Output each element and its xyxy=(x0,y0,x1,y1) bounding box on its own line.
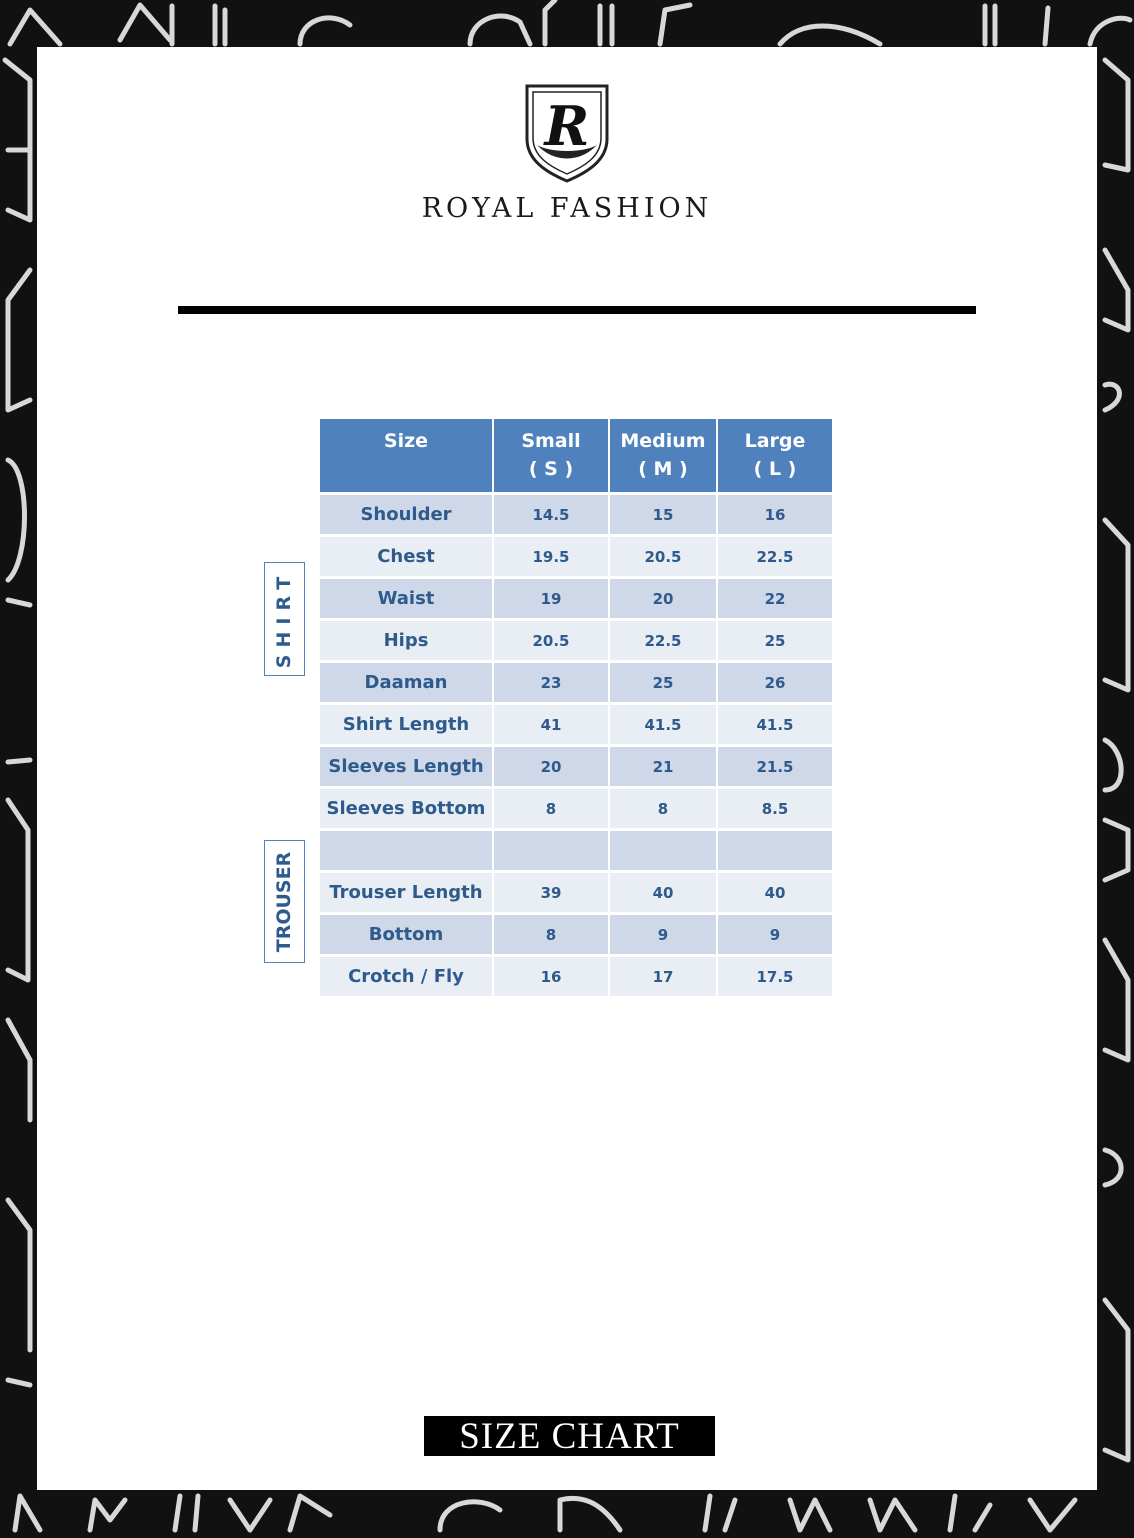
value-medium: 25 xyxy=(610,663,716,702)
value-medium xyxy=(610,831,716,870)
value-medium: 21 xyxy=(610,747,716,786)
value-large: 40 xyxy=(718,873,832,912)
row-label xyxy=(320,831,492,870)
row-label: Shirt Length xyxy=(320,705,492,744)
header-large: Large ( L ) xyxy=(718,419,832,492)
table-row xyxy=(320,537,832,576)
value-small: 8 xyxy=(494,915,608,954)
row-label: Hips xyxy=(320,621,492,660)
value-small: 19.5 xyxy=(494,537,608,576)
divider-rule xyxy=(178,306,976,314)
row-label: Sleeves Bottom xyxy=(320,789,492,828)
value-large: 22 xyxy=(718,579,832,618)
value-large: 9 xyxy=(718,915,832,954)
size-chart-title: SIZE CHART xyxy=(424,1416,715,1456)
value-small: 41 xyxy=(494,705,608,744)
table-row xyxy=(320,915,832,954)
value-small: 19 xyxy=(494,579,608,618)
value-large: 26 xyxy=(718,663,832,702)
value-medium: 40 xyxy=(610,873,716,912)
shield-monogram-icon xyxy=(524,83,610,183)
trouser-section-label xyxy=(264,840,305,963)
value-medium: 22.5 xyxy=(610,621,716,660)
size-table xyxy=(318,416,834,999)
value-small: 16 xyxy=(494,957,608,996)
value-medium: 8 xyxy=(610,789,716,828)
value-small: 8 xyxy=(494,789,608,828)
value-medium: 15 xyxy=(610,495,716,534)
header-small: Small ( S ) xyxy=(494,419,608,492)
value-small: 14.5 xyxy=(494,495,608,534)
trouser-label-text: TROUSER xyxy=(273,851,296,952)
value-large: 25 xyxy=(718,621,832,660)
value-medium: 20 xyxy=(610,579,716,618)
value-small xyxy=(494,831,608,870)
header-medium: Medium ( M ) xyxy=(610,419,716,492)
header-size: Size xyxy=(320,419,492,492)
row-label: Shoulder xyxy=(320,495,492,534)
table-row xyxy=(320,789,832,828)
row-label: Bottom xyxy=(320,915,492,954)
value-medium: 20.5 xyxy=(610,537,716,576)
table-row xyxy=(320,747,832,786)
shirt-section-label xyxy=(264,562,305,676)
brand-logo xyxy=(37,83,1097,224)
row-label: Sleeves Length xyxy=(320,747,492,786)
value-small: 20 xyxy=(494,747,608,786)
value-large: 22.5 xyxy=(718,537,832,576)
table-row xyxy=(320,495,832,534)
value-small: 23 xyxy=(494,663,608,702)
value-large: 41.5 xyxy=(718,705,832,744)
table-row xyxy=(320,579,832,618)
shirt-label-text: SHIRT xyxy=(273,569,296,669)
row-label: Daaman xyxy=(320,663,492,702)
value-medium: 17 xyxy=(610,957,716,996)
row-label: Chest xyxy=(320,537,492,576)
header-row xyxy=(320,419,832,492)
value-large: 8.5 xyxy=(718,789,832,828)
value-medium: 9 xyxy=(610,915,716,954)
svg-text:R: R xyxy=(544,94,590,158)
table-row xyxy=(320,705,832,744)
table-row xyxy=(320,831,832,870)
brand-name: ROYAL FASHION xyxy=(421,193,713,224)
value-large xyxy=(718,831,832,870)
value-large: 17.5 xyxy=(718,957,832,996)
table-row xyxy=(320,873,832,912)
value-small: 39 xyxy=(494,873,608,912)
value-small: 20.5 xyxy=(494,621,608,660)
value-large: 21.5 xyxy=(718,747,832,786)
row-label: Crotch / Fly xyxy=(320,957,492,996)
table-row xyxy=(320,621,832,660)
value-medium: 41.5 xyxy=(610,705,716,744)
table-row xyxy=(320,957,832,996)
row-label: Trouser Length xyxy=(320,873,492,912)
table-row xyxy=(320,663,832,702)
size-chart-sheet xyxy=(37,47,1097,1490)
value-large: 16 xyxy=(718,495,832,534)
row-label: Waist xyxy=(320,579,492,618)
